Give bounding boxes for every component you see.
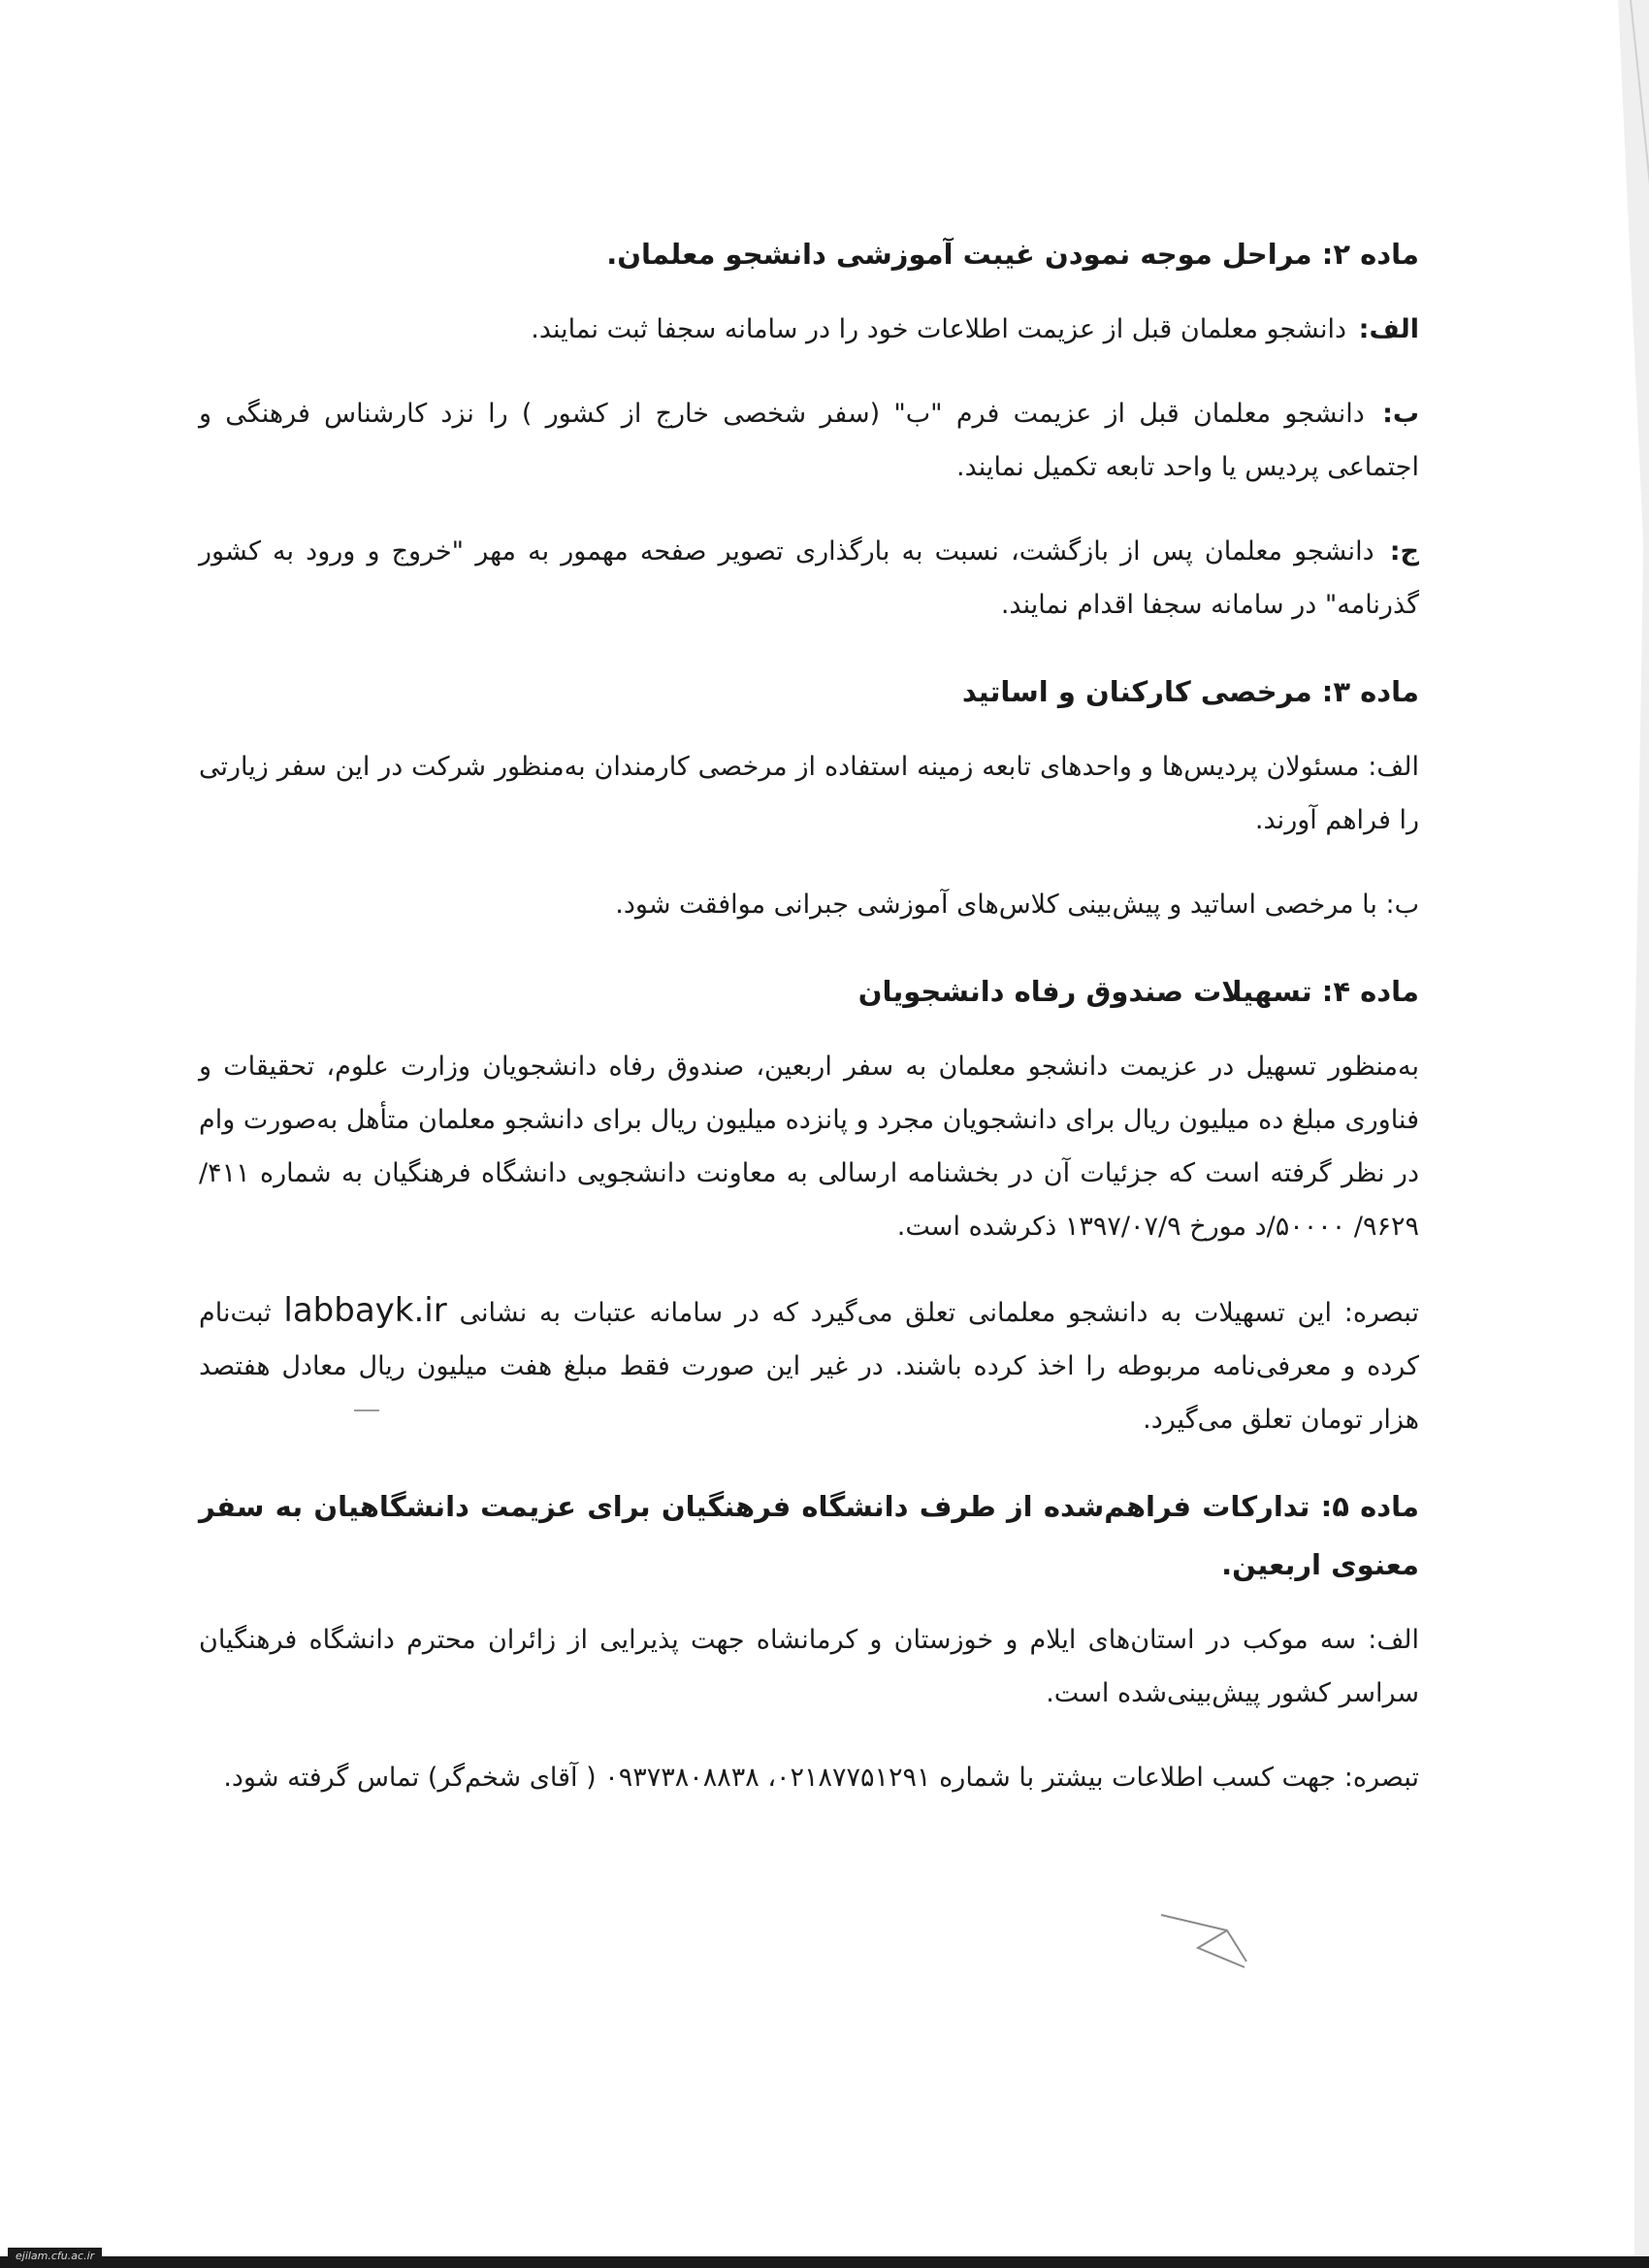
article5-heading: ماده ۵: تدارکات فراهم‌شده از طرف دانشگاه فرهنگیان برای عزیمت دانشگاهیان به سفر معنوی اربعین.: [199, 1490, 1419, 1581]
article2-clause-b-lead: ب:: [1382, 399, 1419, 429]
article2-clause-a: [199, 303, 1419, 356]
site-watermark: ejilam.cfu.ac.ir: [8, 2248, 102, 2264]
article2-clause-c-lead: ج:: [1389, 536, 1419, 567]
article4-note-before: تبصره: این تسهیلات به دانشجو معلمانی تعلق می‌گیرد که در سامانه عتبات به نشانی: [459, 1298, 1419, 1328]
article4-note-after: ثبت‌نام کرده و معرفی‌نامه مربوطه را اخذ کرده باشند. در غیر این صورت فقط مبلغ هفت میلیون ریال معادل هفتصد هزار تومان تعلق می‌گیرد.: [199, 1298, 1419, 1435]
article2-clause-a-lead: الف:: [1358, 314, 1419, 344]
article2-clause-c: [199, 525, 1419, 632]
article5-clause-a: الف: سه موکب در استان‌های ایلام و خوزستان و کرمانشاه جهت پذیرایی از زائران محترم دانشگاه فرهنگیان سراسر کشور پیش‌بینی‌شده است.: [199, 1625, 1419, 1708]
footer-bar: [0, 2256, 1649, 2268]
article4-body: به‌منظور تسهیل در عزیمت دانشجو معلمان به سفر اربعین، صندوق رفاه دانشجویان وزارت علوم، تحقیقات و فناوری مبلغ ده میلیون ریال برای دانشجویان مجرد و پانزده میلیون ریال برای دانشجو معلمان متأهل به‌صورت وام در نظر گرفته است که جزئیات آن در بخشنامه ارسالی به معاونت دانشجویی دانشگاه فرهنگیان به شماره ۴۱۱/ ۹۶۲۹/ ۵۰۰۰۰/د مورخ ۱۳۹۷/۰۷/۹ ذکرشده است.: [199, 1052, 1419, 1242]
article3-heading: ماده ۳: مرخصی کارکنان و اساتید: [961, 675, 1419, 708]
article2-clause-b-text: دانشجو معلمان قبل از عزیمت فرم "ب" (سفر شخصی خارج از کشور ) را نزد کارشناس فرهنگی و اجتماعی پردیس یا واحد تابعه تکمیل نمایند.: [199, 399, 1419, 482]
article2-clause-c-text: دانشجو معلمان پس از بازگشت، نسبت به بارگذاری تصویر صفحه مهمور به مهر "خروج و ورود به کشور گذرنامه" در سامانه سجفا اقدام نمایند.: [199, 536, 1419, 620]
article2-clause-b: [199, 387, 1419, 494]
article3-clause-b: ب: با مرخصی اساتید و پیش‌بینی کلاس‌های آموزشی جبرانی موافقت شود.: [615, 890, 1419, 920]
article2-heading: ماده ۲: مراحل موجه نمودن غیبت آموزشی دانشجو معلمان.: [606, 238, 1419, 271]
article4-heading: ماده ۴: تسهیلات صندوق رفاه دانشجویان: [857, 975, 1419, 1008]
website-address: labbayk.ir: [283, 1291, 447, 1330]
pen-mark: [1159, 1911, 1252, 1969]
article3-clause-a: الف: مسئولان پردیس‌ها و واحدهای تابعه زمینه استفاده از مرخصی کارمندان به‌منظور شرکت در این سفر زیارتی را فراهم آورند.: [199, 752, 1419, 835]
article2-clause-a-text: دانشجو معلمان قبل از عزیمت اطلاعات خود را در سامانه سجفا ثبت نمایند.: [531, 314, 1347, 344]
article4-note: [199, 1284, 1419, 1446]
scan-speck: [354, 1409, 379, 1411]
scan-edge-shadow: [1593, 0, 1649, 2268]
document-body: [199, 225, 1419, 1835]
article5-note: تبصره: جهت کسب اطلاعات بیشتر با شماره ۰۲۱۸۷۷۵۱۲۹۱، ۰۹۳۷۳۸۰۸۸۳۸ ( آقای شخم‌گر) تماس گرفته شود.: [223, 1763, 1419, 1793]
